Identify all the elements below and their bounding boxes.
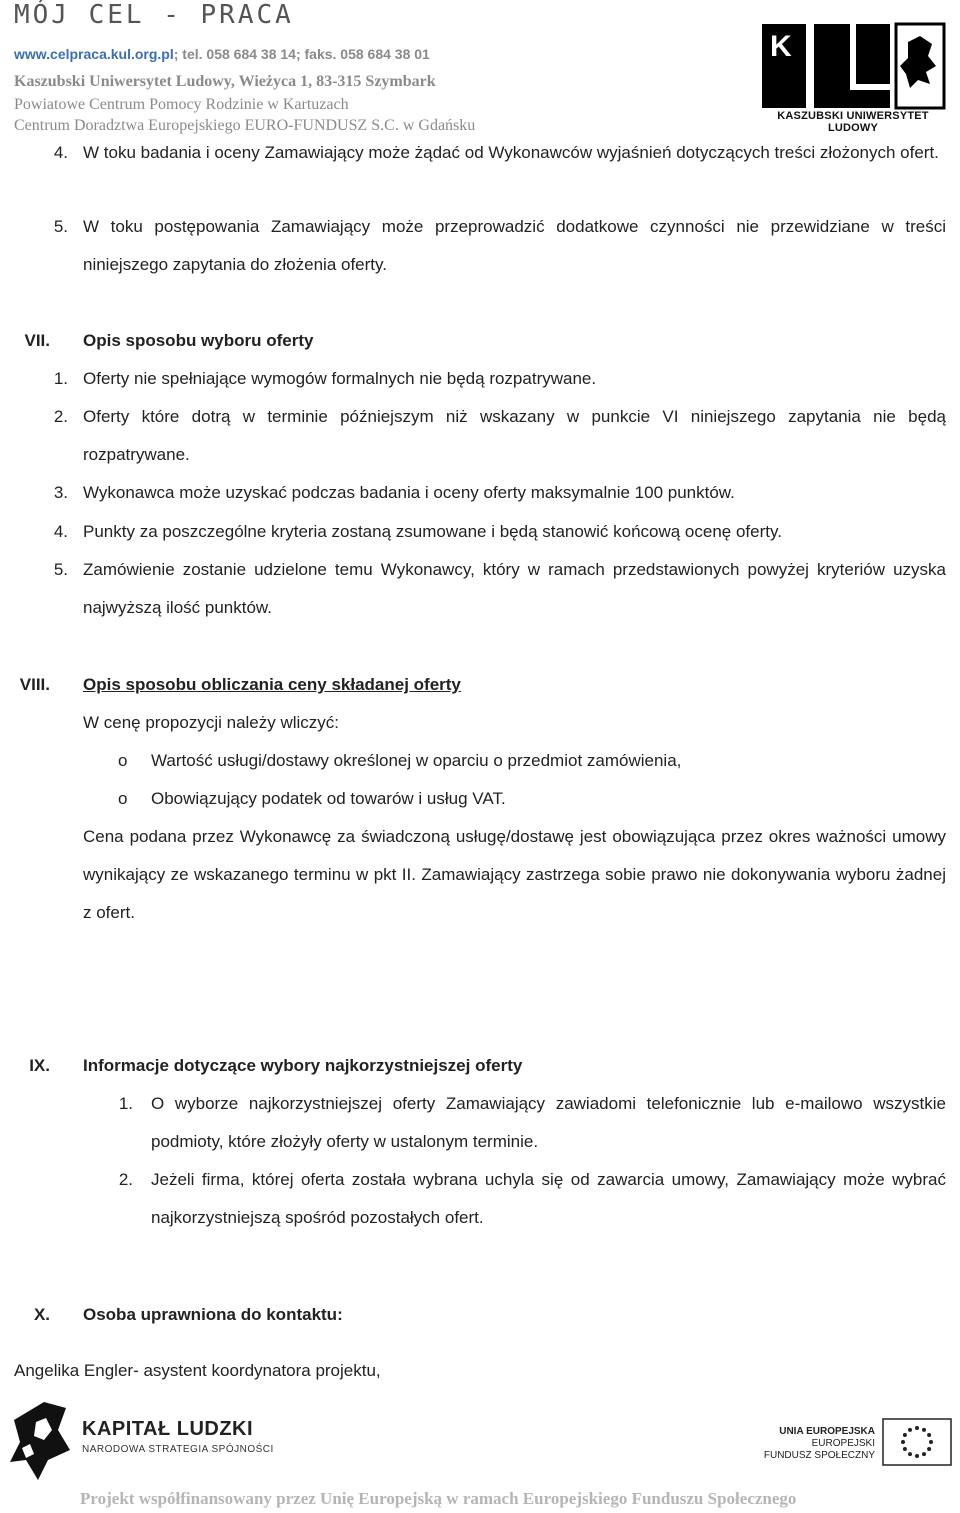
eu-star <box>903 1447 907 1451</box>
brand-title: MÓJ CEL - PRACA <box>14 0 294 30</box>
eu-star <box>922 1452 926 1456</box>
eu-star <box>908 1452 912 1456</box>
list-item-number: 3. <box>53 483 68 502</box>
eu-star <box>915 1426 919 1430</box>
top-item-number: 5. <box>53 217 68 236</box>
header-contact-line <box>14 46 430 62</box>
section-title: Informacje dotyczące wybory najkorzystniejszej oferty <box>83 1056 523 1075</box>
section-intro: W cenę propozycji należy wliczyć: <box>83 713 340 732</box>
section-number: X. <box>33 1305 50 1324</box>
contact-person: Angelika Engler- asystent koordynatora projektu, <box>14 1361 381 1380</box>
header-university-address: Kaszubski Uniwersytet Ludowy, Wieżyca 1, 83-315 Szymbark <box>14 73 436 90</box>
section-title: Opis sposobu wyboru oferty <box>83 331 314 350</box>
top-item-text: W toku badania i oceny Zamawiający może żądać od Wykonawców wyjaśnień dotyczących treści złożonych ofert. <box>83 143 939 162</box>
eu-line: EUROPEJSKI <box>811 1438 875 1449</box>
phone-fax: ; tel. 058 684 38 14; faks. 058 684 38 01 <box>173 46 430 62</box>
bullet-marker: o <box>118 789 128 808</box>
section-number: VIII. <box>19 675 50 694</box>
eu-star <box>929 1440 933 1444</box>
list-item-text: Punkty za poszczególne kryteria zostaną zsumowane i będą stanowić końcową ocenę oferty. <box>83 522 782 541</box>
header-pcpr: Powiatowe Centrum Pomocy Rodzinie w Kartuzach <box>14 96 349 113</box>
kapital-ludzki-logo <box>8 1400 78 1482</box>
eu-line: UNIA EUROPEJSKA <box>779 1426 875 1437</box>
cofinance-footer: Projekt współfinansowany przez Unię Europejską w ramach Europejskiego Funduszu Społecznego <box>80 1489 797 1508</box>
bullet-text: Obowiązujący podatek od towarów i usług VAT. <box>151 789 506 808</box>
svg-text:K: K <box>770 30 792 63</box>
list-item-number: 2. <box>53 407 68 426</box>
section-title: Opis sposobu obliczania ceny składanej oferty <box>83 675 461 694</box>
eu-star <box>927 1433 931 1437</box>
list-item-text: Oferty które dotrą w terminie późniejszym niż wskazany w punkcie VI niniejszego zapytania nie będą rozpatrywane. <box>83 407 946 464</box>
eu-line: FUNDUSZ SPOŁECZNY <box>763 1450 875 1461</box>
kapital-ludzki-name: KAPITAŁ LUDZKI <box>82 1418 254 1440</box>
eu-star <box>901 1440 905 1444</box>
list-item-number: 2. <box>118 1170 133 1189</box>
section-number: IX. <box>29 1056 50 1075</box>
bullet-text: Wartość usługi/dostawy określonej w oparciu o przedmiot zamówienia, <box>151 751 682 770</box>
eu-star <box>903 1433 907 1437</box>
list-item-text: Jeżeli firma, której oferta została wybrana uchyla się od zawarcia umowy, Zamawiający może wybrać najkorzystniejszą spośród pozostałych ofert. <box>151 1170 946 1227</box>
list-item-number: 1. <box>118 1094 133 1113</box>
list-item-number: 4. <box>53 522 68 541</box>
eu-flag-icon <box>882 1418 952 1466</box>
bullet-marker: o <box>118 751 128 770</box>
list-item-number: 1. <box>53 369 68 388</box>
list-item-text: Zamówienie zostanie udzielone temu Wykonawcy, który w ramach przedstawionych powyżej kryteriów uzyska najwyższą ilość punktów. <box>83 560 946 617</box>
list-item-text: Oferty nie spełniające wymogów formalnych nie będą rozpatrywane. <box>83 369 597 388</box>
price-paragraph: Cena podana przez Wykonawcę za świadczoną usługę/dostawę jest obowiązująca przez okres ważności umowy wynikający ze wskazanego terminu w pkt II. Zamawiający zastrzega sobie prawo nie dokonywania wyboru żadnej z ofert. <box>83 827 946 922</box>
top-item-text: W toku postępowania Zamawiający może przeprowadzić dodatkowe czynności nie przewidziane w treści niniejszego zapytania do złożenia oferty. <box>83 217 946 274</box>
kapital-ludzki-subtitle: NARODOWA STRATEGIA SPÓJNOŚCI <box>82 1444 274 1455</box>
top-item-number: 4. <box>53 143 68 162</box>
eu-star <box>927 1447 931 1451</box>
eu-star <box>908 1428 912 1432</box>
list-item-text: O wyborze najkorzystniejszej oferty Zamawiający zawiadomi telefonicznie lub e-mailowo wszystkie podmioty, które złożyły oferty w ustalonym terminie. <box>151 1094 946 1151</box>
eu-star <box>915 1454 919 1458</box>
kul-logo-caption: KASZUBSKI UNIWERSYTET LUDOWY <box>777 110 929 134</box>
header-euro-fundusz: Centrum Doradztwa Europejskiego EURO-FUNDUSZ S.C. w Gdańsku <box>14 117 476 134</box>
section-number: VII. <box>24 331 50 350</box>
list-item-number: 5. <box>53 560 68 579</box>
section-title: Osoba uprawniona do kontaktu: <box>83 1305 343 1324</box>
website-link[interactable]: www.celpraca.kul.org.pl <box>14 46 174 62</box>
list-item-text: Wykonawca może uzyskać podczas badania i oceny oferty maksymalnie 100 punktów. <box>83 483 735 502</box>
eu-text-block <box>760 1426 875 1462</box>
eu-star <box>922 1428 926 1432</box>
